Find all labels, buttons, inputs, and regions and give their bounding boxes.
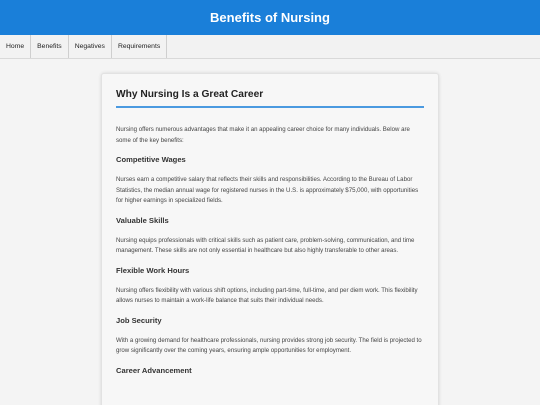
benefit-body-skills: Nursing equips professionals with critical skills such as patient care, problem-solving, communication, and time management. These skills are not only essential in healthcare but also highly transferable to other areas. [116,236,415,254]
nav-item-requirements[interactable]: Requirements [112,35,167,58]
benefit-body-wages: Nurses earn a competitive salary that reflects their skills and responsibilities. According to the Bureau of Labor Statistics, the median annual wage for registered nurses in the U.S. is approximately $75,000, with opportunities for higher earnings in specialized fields. [116,176,419,204]
nav-bar [0,35,540,59]
nav-item-benefits[interactable]: Benefits [31,35,69,58]
benefit-body-flexible-hours: Nursing offers flexibility with various shift options, including part-time, full-time, and per diem work. This flexibility allows nurses to maintain a work-life balance that suits their individual needs. [116,286,418,304]
site-header [0,0,540,35]
nav-item-negatives[interactable]: Negatives [69,35,112,58]
benefit-heading-wages: Competitive Wages [116,155,186,164]
benefit-heading-skills: Valuable Skills [116,215,169,225]
page-title: Benefits of Nursing [210,10,330,25]
benefit-body-job-security: With a growing demand for healthcare professionals, nursing provides strong job security. The field is projected to grow significantly over the coming years, ensuring ample opportunities for employment. [116,336,422,354]
section-title: Why Nursing Is a Great Career [116,89,424,108]
benefit-heading-career-advancement: Career Advancement [116,365,192,375]
nav-item-home[interactable]: Home [0,35,31,58]
benefit-heading-job-security: Job Security [116,315,162,325]
benefit-heading-flexible-hours: Flexible Work Hours [116,265,190,275]
intro-paragraph: Nursing offers numerous advantages that make it an appealing career choice for many individuals. Below are some of the key benefits: [116,126,410,144]
content-card [101,73,439,405]
